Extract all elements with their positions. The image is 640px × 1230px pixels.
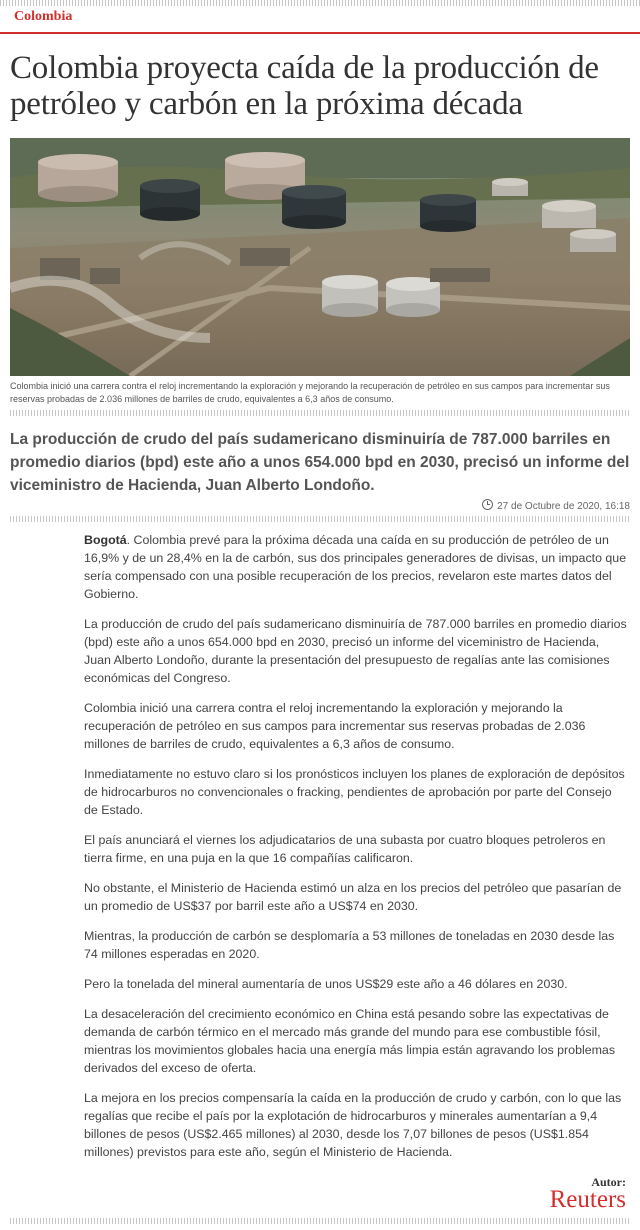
body-paragraph: La desaceleración del crecimiento económico en China está pesando sobre las expectativas de demanda de carbón térmico en el mercado más grande del mundo para ese combustible fósil, mientras los movimientos globales hacia una energía más limpia están agravando los problemas derivados del exceso de oferta.	[84, 1007, 616, 1075]
publish-date	[482, 499, 630, 512]
caption-separator	[10, 410, 630, 416]
article-lead: La producción de crudo del país sudamericano disminuiría de 787.000 barriles en promedio diarios (bpd) este año a unos 654.000 bpd en 2030, precisó un informe del viceministro de Hacienda, Juan Alberto Londoño.	[10, 431, 630, 494]
oil-storage-facility-illustration	[10, 138, 630, 376]
body-paragraph: No obstante, el Ministerio de Hacienda estimó un alza en los precios del petróleo que pasarían de un promedio de US$37 por barril este año a US$74 en 2030.	[84, 881, 622, 913]
publish-date-text: 27 de Octubre de 2020, 16:18	[497, 501, 630, 512]
article-headline: Colombia proyecta caída de la producción de petróleo y carbón en la próxima década	[10, 50, 599, 122]
body-paragraph: La producción de crudo del país sudamericano disminuiría de 787.000 barriles en promedio diarios (bpd) este año a unos 654.000 bpd en 2030, precisó un informe del viceministro de Hacienda, Juan Alberto Londoño, durante la presentación del presupuesto de regalías ante las comisiones económicas del Congreso.	[84, 617, 627, 685]
section-link[interactable]: Colombia	[14, 9, 73, 24]
author-name[interactable]: Reuters	[549, 1186, 626, 1213]
section-header	[0, 6, 640, 34]
body-paragraph: Inmediatamente no estuvo claro si los pronósticos incluyen los planes de exploración de depósitos de hidrocarburos no convencionales o fracking, pendientes de aprobación por parte del Consejo de Estado.	[84, 767, 625, 817]
photo-caption: Colombia inició una carrera contra el reloj incrementando la exploración y mejorando la recuperación de petróleo en sus campos para incrementar sus reservas probadas de 2.036 millones de barriles de crudo, equivalentes a 6,3 años de consumo.	[10, 381, 610, 404]
bottom-hatch-border	[10, 1218, 630, 1224]
body-paragraph: Colombia inició una carrera contra el reloj incrementando la exploración y mejorando la recuperación de petróleo en sus campos para incrementar sus reservas probadas de 2.036 millones de barriles de crudo, equivalentes a 6,3 años de consumo.	[84, 701, 586, 751]
body-paragraph: La mejora en los precios compensaría la caída en la producción de crudo y carbón, con lo que las regalías que recibe el país por la explotación de hidrocarburos y minerales aumentarían a 9,4 billones de pesos (US$2.465 millones) al 2030, desde los 7,07 billones de pesos (US$1.854 millones) previstos para este año, según el Ministerio de Hacienda.	[84, 1091, 622, 1159]
lead-separator	[10, 516, 630, 522]
body-paragraph: Pero la tonelada del mineral aumentaría de unos US$29 este año a 46 dólares en 2030.	[84, 977, 568, 991]
body-paragraph: El país anunciará el viernes los adjudicatarios de una subasta por cuatro bloques petroleros en tierra firme, en una puja en la que 16 compañías calificaron.	[84, 833, 606, 865]
article-body	[84, 531, 628, 1173]
author-label: Autor:	[591, 1175, 626, 1189]
body-paragraph-text: . Colombia prevé para la próxima década una caída en su producción de petróleo de un 16,9% y de un 28,4% en la de carbón, sus dos principales generadores de divisas, un impacto que sería compensado con una posible recuperación de los precios, revelaron este martes datos del Gobierno.	[84, 533, 627, 601]
body-paragraph: Mientras, la producción de carbón se desplomaría a 53 millones de toneladas en 2030 desde las 74 millones esperadas en 2020.	[84, 929, 615, 961]
article-photo	[10, 138, 630, 376]
clock-icon	[482, 499, 493, 510]
dateline-place: Bogotá	[84, 533, 127, 547]
body-paragraph	[84, 531, 628, 603]
